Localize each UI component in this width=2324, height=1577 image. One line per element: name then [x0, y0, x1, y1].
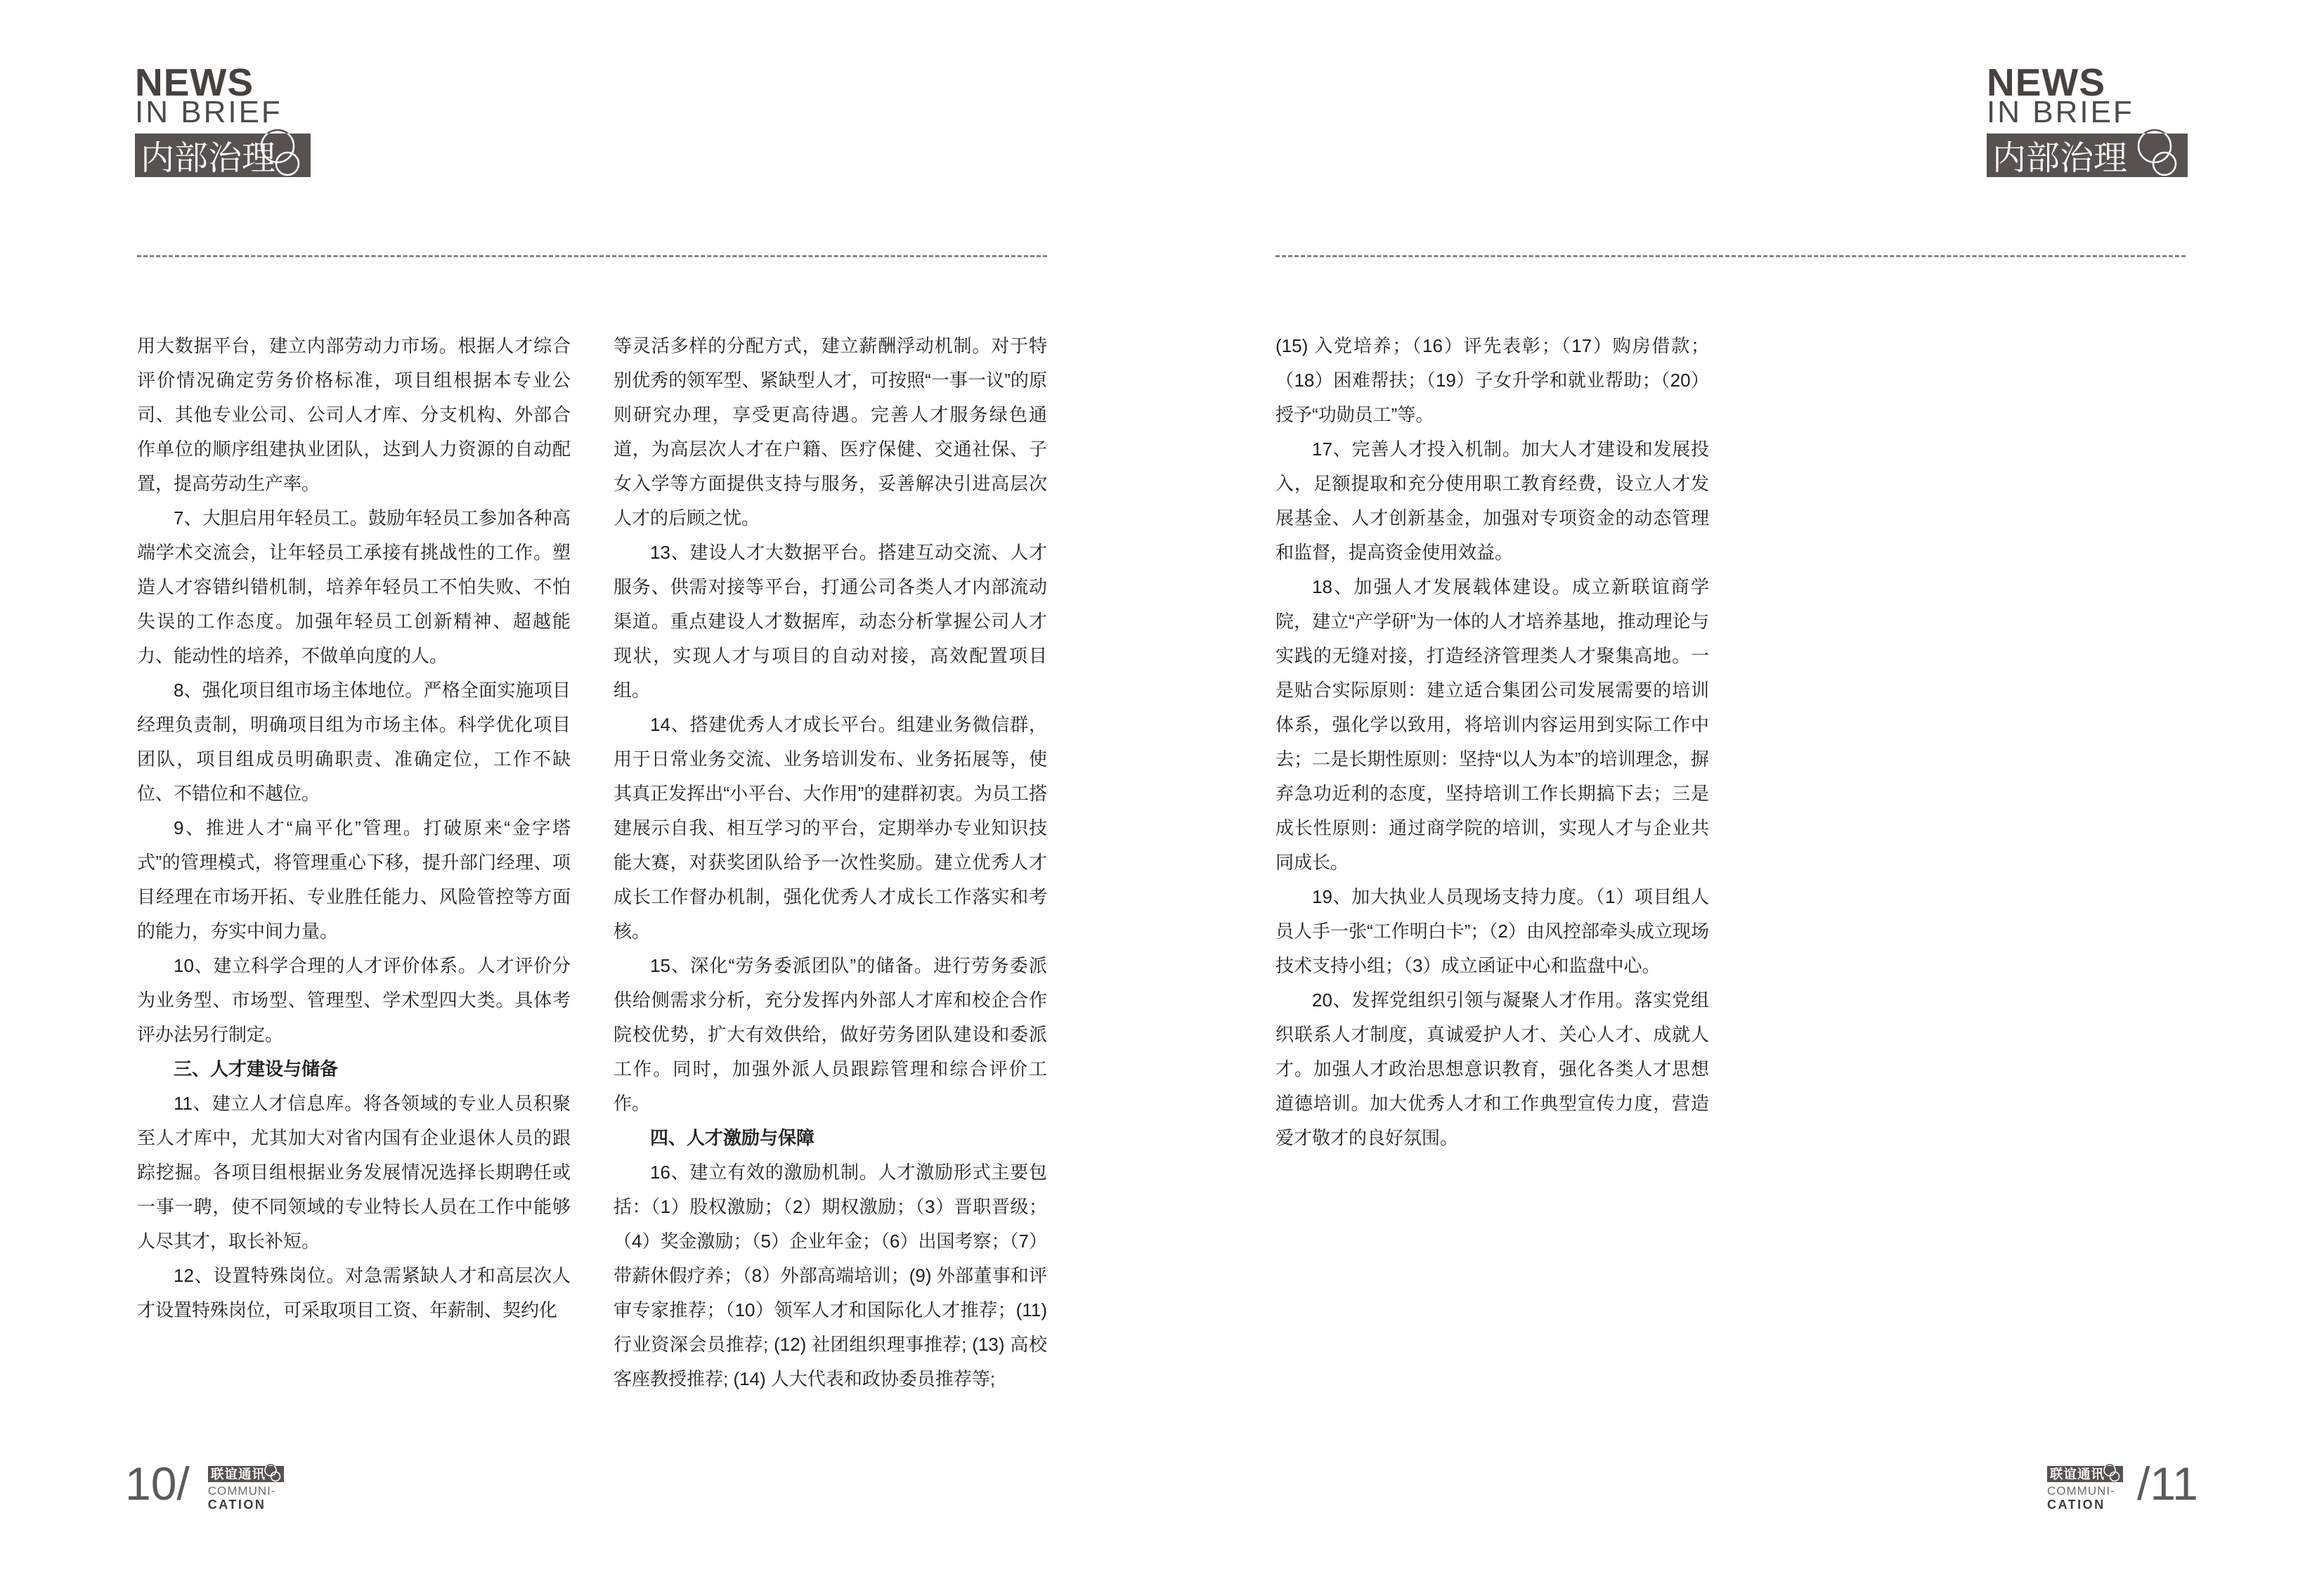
paragraph-item-14: 14、搭建优秀人才成长平台。组建业务微信群，用于日常业务交流、业务培训发布、业务拓展等，使其真正发挥出“小平台、大作用”的建群初衷。为员工搭建展示自我、相互学习的平台，定期举办专业知识技能大赛，对获奖团队给予一次性奖励。建立优秀人才成长工作督办机制，强化优秀人才成长工作落实和考核。 [614, 714, 1047, 942]
paragraph-item-19: 19、加大执业人员现场支持力度。（1）项目组人员人手一张“工作明白卡”；（2）由风控部牵头成立现场技术支持小组；（3）成立函证中心和监盘中心。 [1275, 886, 1709, 976]
brand-title-news: NEWS [1987, 60, 2105, 104]
logo-en-line1: COMMUNI- [207, 1484, 276, 1498]
section-heading-4: 四、人才激励与保障 [650, 1127, 815, 1148]
brand-title-news: NEWS [135, 60, 254, 104]
header-right-brand [1987, 60, 2188, 180]
logo-cn-label: 联谊通讯 [2050, 1467, 2105, 1481]
paragraph-item-17: 17、完善人才投入机制。加大人才建设和发展投入，足额提取和充分使用职工教育经费，设立人才发展基金、人才创新基金，加强对专项资金的动态管理和监督，提高资金使用效益。 [1275, 439, 1709, 563]
communication-logo-box [2047, 1463, 2126, 1483]
paragraph-continuation: (15) 入党培养；（16）评先表彰；（17）购房借款；（18）困难帮扶；（19）子女升学和就业帮助；（20）授予“功勋员工”等。 [1275, 335, 1709, 425]
brand-title-in-brief: IN BRIEF [135, 95, 283, 129]
paragraph-item-12: 12、设置特殊岗位。对急需紧缺人才和高层次人才设置特殊岗位，可采取项目工资、年薪制、契约化 [137, 1265, 571, 1320]
logo-en-line1: COMMUNI- [2047, 1484, 2115, 1498]
paragraph-item-9: 9、推进人才“扁平化”管理。打破原来“金字塔式”的管理模式，将管理重心下移，提升部门经理、项目经理在市场开拓、专业胜任能力、风险管控等方面的能力，夯实中间力量。 [137, 817, 571, 942]
paragraph-item-16: 16、建立有效的激励机制。人才激励形式主要包括：（1）股权激励；（2）期权激励；（3）晋职晋级；（4）奖金激励；（5）企业年金；（6）出国考察；（7）带薪休假疗养；（8）外部高端培训；(9) 外部董事和评审专家推荐；（10）领军人才和国际化人才推荐；(11) 行业资深会员推荐; (12) 社团组织理事推荐; (13) 高校客座教授推荐; (14) 人大代表和政协委员推荐等; [614, 1162, 1047, 1389]
dashed-separator-right-page [1275, 255, 2186, 257]
communication-logo [2047, 1463, 2126, 1512]
section-heading-3: 三、人才建设与储备 [174, 1058, 339, 1079]
paragraph-item-10: 10、建立科学合理的人才评价体系。人才评价分为业务型、市场型、管理型、学术型四大类。具体考评办法另行制定。 [137, 955, 571, 1045]
footer-left [125, 1458, 287, 1512]
footer-right [2047, 1458, 2198, 1512]
paragraph-continuation: 等灵活多样的分配方式，建立薪酬浮动机制。对于特别优秀的领军型、紧缺型人才，可按照“一事一议”的原则研究办理，享受更高待遇。完善人才服务绿色通道，为高层次人才在户籍、医疗保健、交通社保、子女入学等方面提供支持与服务，妥善解决引进高层次人才的后顾之忧。 [614, 335, 1047, 528]
paragraph-item-18: 18、加强人才发展载体建设。成立新联谊商学院，建立“产学研”为一体的人才培养基地，推动理论与实践的无缝对接，打造经济管理类人才聚集高地。一是贴合实际原则：建立适合集团公司发展需要的培训体系，强化学以致用，将培训内容运用到实际工作中去；二是长期性原则：坚持“以人为本”的培训理念，摒弃急功近利的态度，坚持培训工作长期搞下去；三是成长性原则：通过商学院的培训，实现人才与企业共同成长。 [1275, 576, 1709, 873]
section-tag-internal-governance [1987, 128, 2188, 180]
page-number-11: /11 [2137, 1458, 2198, 1510]
communication-logo-box [208, 1463, 287, 1483]
page10-column-2 [614, 329, 1047, 1396]
page-number-10: 10/ [125, 1458, 190, 1510]
paragraph-item-20: 20、发挥党组织引领与凝聚人才作用。落实党组织联系人才制度，真诚爱护人才、关心人才、成就人才。加强人才政治思想意识教育，强化各类人才思想道德培训。加大优秀人才和工作典型宣传力度，营造爱才敬才的良好氛围。 [1275, 989, 1709, 1148]
logo-cn-label: 联谊通讯 [210, 1467, 266, 1481]
page11-column-1 [1275, 329, 1709, 1155]
logo-en-line2: CATION [2047, 1498, 2105, 1512]
section-tag-internal-governance [135, 128, 311, 180]
logo-en-line2: CATION [207, 1498, 266, 1512]
header-left-brand [135, 60, 311, 180]
paragraph-item-8: 8、强化项目组市场主体地位。严格全面实施项目经理负责制，明确项目组为市场主体。科学优化项目团队，项目组成员明确职责、准确定位，工作不缺位、不错位和不越位。 [137, 680, 571, 804]
paragraph-item-11: 11、建立人才信息库。将各领域的专业人员积聚至人才库中，尤其加大对省内国有企业退休人员的跟踪挖掘。各项目组根据业务发展情况选择长期聘任或一事一聘，使不同领域的专业特长人员在工作中能够人尽其才，取长补短。 [137, 1093, 571, 1252]
paragraph-item-13: 13、建设人才大数据平台。搭建互动交流、人才服务、供需对接等平台，打通公司各类人才内部流动渠道。重点建设人才数据库，动态分析掌握公司人才现状，实现人才与项目的自动对接，高效配置项目组。 [614, 542, 1047, 701]
page10-column-1 [137, 329, 571, 1328]
paragraph-item-7: 7、大胆启用年轻员工。鼓励年轻员工参加各种高端学术交流会，让年轻员工承接有挑战性的工作。塑造人才容错纠错机制，培养年轻员工不怕失败、不怕失误的工作态度。加强年轻员工创新精神、超越能力、能动性的培养，不做单向度的人。 [137, 507, 571, 666]
paragraph-continuation: 用大数据平台，建立内部劳动力市场。根据人才综合评价情况确定劳务价格标准，项目组根据本专业公司、其他专业公司、公司人才库、分支机构、外部合作单位的顺序组建执业团队，达到人力资源的自动配置，提高劳动生产率。 [137, 335, 571, 494]
section-tag-label: 内部治理 [1992, 140, 2128, 177]
communication-logo [208, 1463, 287, 1512]
paragraph-item-15: 15、深化“劳务委派团队”的储备。进行劳务委派供给侧需求分析，充分发挥内外部人才库和校企合作院校优势，扩大有效供给，做好劳务团队建设和委派工作。同时，加强外派人员跟踪管理和综合评价工作。 [614, 955, 1047, 1114]
dashed-separator-left-page [137, 255, 1047, 257]
section-tag-label: 内部治理 [141, 140, 276, 177]
brand-title-in-brief: IN BRIEF [1987, 95, 2134, 129]
